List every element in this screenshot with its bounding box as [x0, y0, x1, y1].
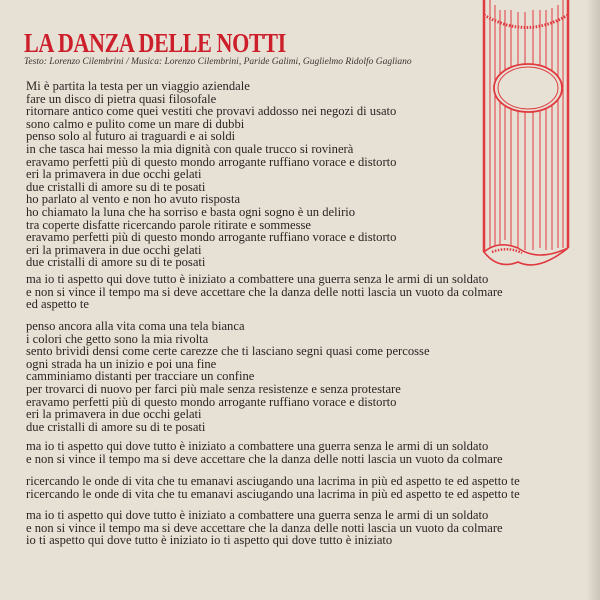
lyric-line: eri la primavera in due occhi gelati	[26, 407, 202, 422]
lyric-line: e non si vince il tempo ma si deve accettare che la danza delle notti lascia un vuoto da colmare	[26, 451, 503, 466]
lyric-line: due cristalli di amore su di te posati	[26, 419, 206, 434]
stanza-2-chorus	[26, 273, 503, 311]
lyric-line: eravamo perfetti più di questo mondo arrogante ruffiano vorace e distorto	[26, 394, 397, 409]
lyric-line: due cristalli di amore su di te posati	[26, 255, 206, 270]
lyric-line: i colori che getto sono la mia rivolta	[26, 331, 209, 346]
stanza-5	[26, 475, 520, 500]
lyric-line: Mi è partita la testa per un viaggio aziendale	[26, 79, 250, 93]
lyric-line: ricercando le onde di vita che tu emanavi asciugando una lacrima in più ed aspetto te ed aspetto te	[26, 474, 520, 488]
lyric-line: ogni strada ha un inizio e poi una fine	[26, 356, 217, 371]
stanza-4-chorus	[26, 440, 503, 465]
lyric-line: camminiamo distanti per tracciare un confine	[26, 369, 255, 384]
stanza-6-chorus	[26, 509, 503, 547]
lyric-line: e non si vince il tempo ma si deve accettare che la danza delle notti lascia un vuoto da colmare	[26, 520, 503, 535]
lyric-line: in che tasca hai messo la mia dignità con quale trucco si rovinerà	[26, 141, 354, 156]
song-credits: Testo: Lorenzo Cilembrini / Musica: Lorenzo Cilembrini, Paride Galimi, Guglielmo Ridolfo Gagliano	[24, 57, 412, 67]
lyric-line: fare un disco di pietra quasi filosofale	[26, 91, 217, 106]
lyric-line: penso solo al futuro ai traguardi e ai soldi	[26, 129, 236, 144]
lyric-line: sento brividi densi come certe carezze che ti lasciano segni quasi come percosse	[26, 344, 430, 359]
lyric-line: per trovarci di nuovo per farci più male senza resistenze e senza protestare	[26, 381, 401, 396]
lyric-line: eri la primavera in due occhi gelati	[26, 242, 202, 257]
lyric-line: penso ancora alla vita coma una tela bianca	[26, 319, 245, 333]
song-title: LA DANZA DELLE NOTTI	[24, 28, 286, 58]
stanza-1	[26, 80, 396, 269]
page-edge-shadow	[586, 0, 600, 600]
lyric-line: ma io ti aspetto qui dove tutto è iniziato a combattere una guerra senza le armi di un soldato	[26, 272, 489, 286]
lyric-line: io ti aspetto qui dove tutto è iniziato io ti aspetto qui dove tutto è iniziato	[26, 533, 393, 548]
lyric-line: tra coperte disfatte ricercando parole ritirate e sommesse	[26, 217, 311, 232]
lyric-line: sono calmo e pulito come un mare di dubbi	[26, 116, 245, 131]
lyric-line: ritornare antico come quei vestiti che provavi addosso nei negozi di usato	[26, 104, 397, 119]
lyric-line: ricercando le onde di vita che tu emanavi asciugando una lacrima in più ed aspetto te ed aspetto te	[26, 486, 520, 501]
lyric-line: eravamo perfetti più di questo mondo arrogante ruffiano vorace e distorto	[26, 230, 397, 245]
lyric-line: ma io ti aspetto qui dove tutto è iniziato a combattere una guerra senza le armi di un soldato	[26, 508, 489, 522]
lyric-line: ed aspetto te	[26, 297, 89, 312]
lyric-line: ho chiamato la luna che ha sorriso e basta ogni sogno è un delirio	[26, 204, 356, 219]
stanza-3	[26, 320, 430, 433]
lyric-line: due cristalli di amore su di te posati	[26, 179, 206, 194]
lyric-line: eri la primavera in due occhi gelati	[26, 167, 202, 182]
red-tube-illustration	[478, 0, 578, 270]
lyric-line: e non si vince il tempo ma si deve accettare che la danza delle notti lascia un vuoto da colmare	[26, 284, 503, 299]
lyric-line: eravamo perfetti più di questo mondo arrogante ruffiano vorace e distorto	[26, 154, 397, 169]
lyric-line: ma io ti aspetto qui dove tutto è iniziato a combattere una guerra senza le armi di un soldato	[26, 439, 489, 453]
lyric-line: ho parlato al vento e non ho avuto risposta	[26, 192, 241, 207]
